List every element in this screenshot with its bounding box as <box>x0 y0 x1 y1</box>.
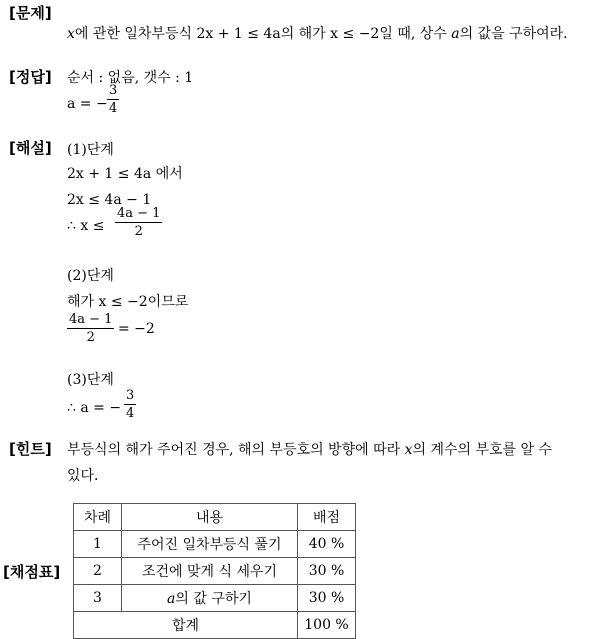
row-no: 1 <box>74 531 122 558</box>
row-content: a의 값 구하기 <box>122 585 298 612</box>
header-content: 내용 <box>122 504 298 531</box>
rubric-label: [채점표] <box>3 563 61 581</box>
step1-line3-lhs: ∴ x ≤ <box>67 218 105 234</box>
hint-line1: 부등식의 해가 주어진 경우, 해의 부등호의 방향에 따라 x의 계수의 부호를 알 수 <box>67 442 553 458</box>
row-score: 30 % <box>298 585 356 612</box>
row-content: 조건에 맞게 식 세우기 <box>122 558 298 585</box>
row-no: 3 <box>74 585 122 612</box>
step3-lhs: ∴ a = − <box>67 400 122 416</box>
step2-fraction: $\frac{4a - 1}{2}$ <box>69 312 113 345</box>
answer-meta: 순서 : 없음, 갯수 : 1 <box>67 70 194 86</box>
hint-label: [힌트] <box>9 440 52 458</box>
step1-line2: 2x ≤ 4a − 1 <box>67 192 152 208</box>
row-score: 30 % <box>298 558 356 585</box>
problem-label: [문제] <box>9 4 52 22</box>
answer-label: [정답] <box>9 68 52 86</box>
step2-rhs: = −2 <box>118 321 155 337</box>
solution-label: [해설] <box>9 139 52 157</box>
step1-fraction: $\frac{4a - 1}{2}$ <box>117 206 161 239</box>
answer-lhs: a = − <box>67 96 108 112</box>
header-score: 배점 <box>298 504 356 531</box>
table-row <box>74 585 356 612</box>
step3-title: (3)단계 <box>67 372 114 388</box>
table-header-row <box>74 504 356 531</box>
table-total-row <box>74 612 356 639</box>
step1-line1: 2x + 1 ≤ 4a 에서 <box>67 166 183 182</box>
step3-fraction: $\frac{3}{4}$ <box>126 388 135 421</box>
step2-line1: 해가 x ≤ −2이므로 <box>67 294 189 310</box>
answer-fraction: $\frac{3}{4}$ <box>109 83 118 116</box>
row-no: 2 <box>74 558 122 585</box>
total-score: 100 % <box>298 612 356 639</box>
problem-text: x에 관한 일차부등식 2x + 1 ≤ 4a의 해가 x ≤ −2일 때, 상수 a의 값을 구하여라. <box>67 26 568 42</box>
hint-line2: 있다. <box>67 468 99 484</box>
header-no: 차례 <box>74 504 122 531</box>
total-label: 합계 <box>74 612 298 639</box>
row-score: 40 % <box>298 531 356 558</box>
rubric-table <box>73 503 356 639</box>
step1-title: (1)단계 <box>67 142 114 158</box>
table-row <box>74 531 356 558</box>
step2-title: (2)단계 <box>67 268 114 284</box>
table-row <box>74 558 356 585</box>
row-content: 주어진 일차부등식 풀기 <box>122 531 298 558</box>
